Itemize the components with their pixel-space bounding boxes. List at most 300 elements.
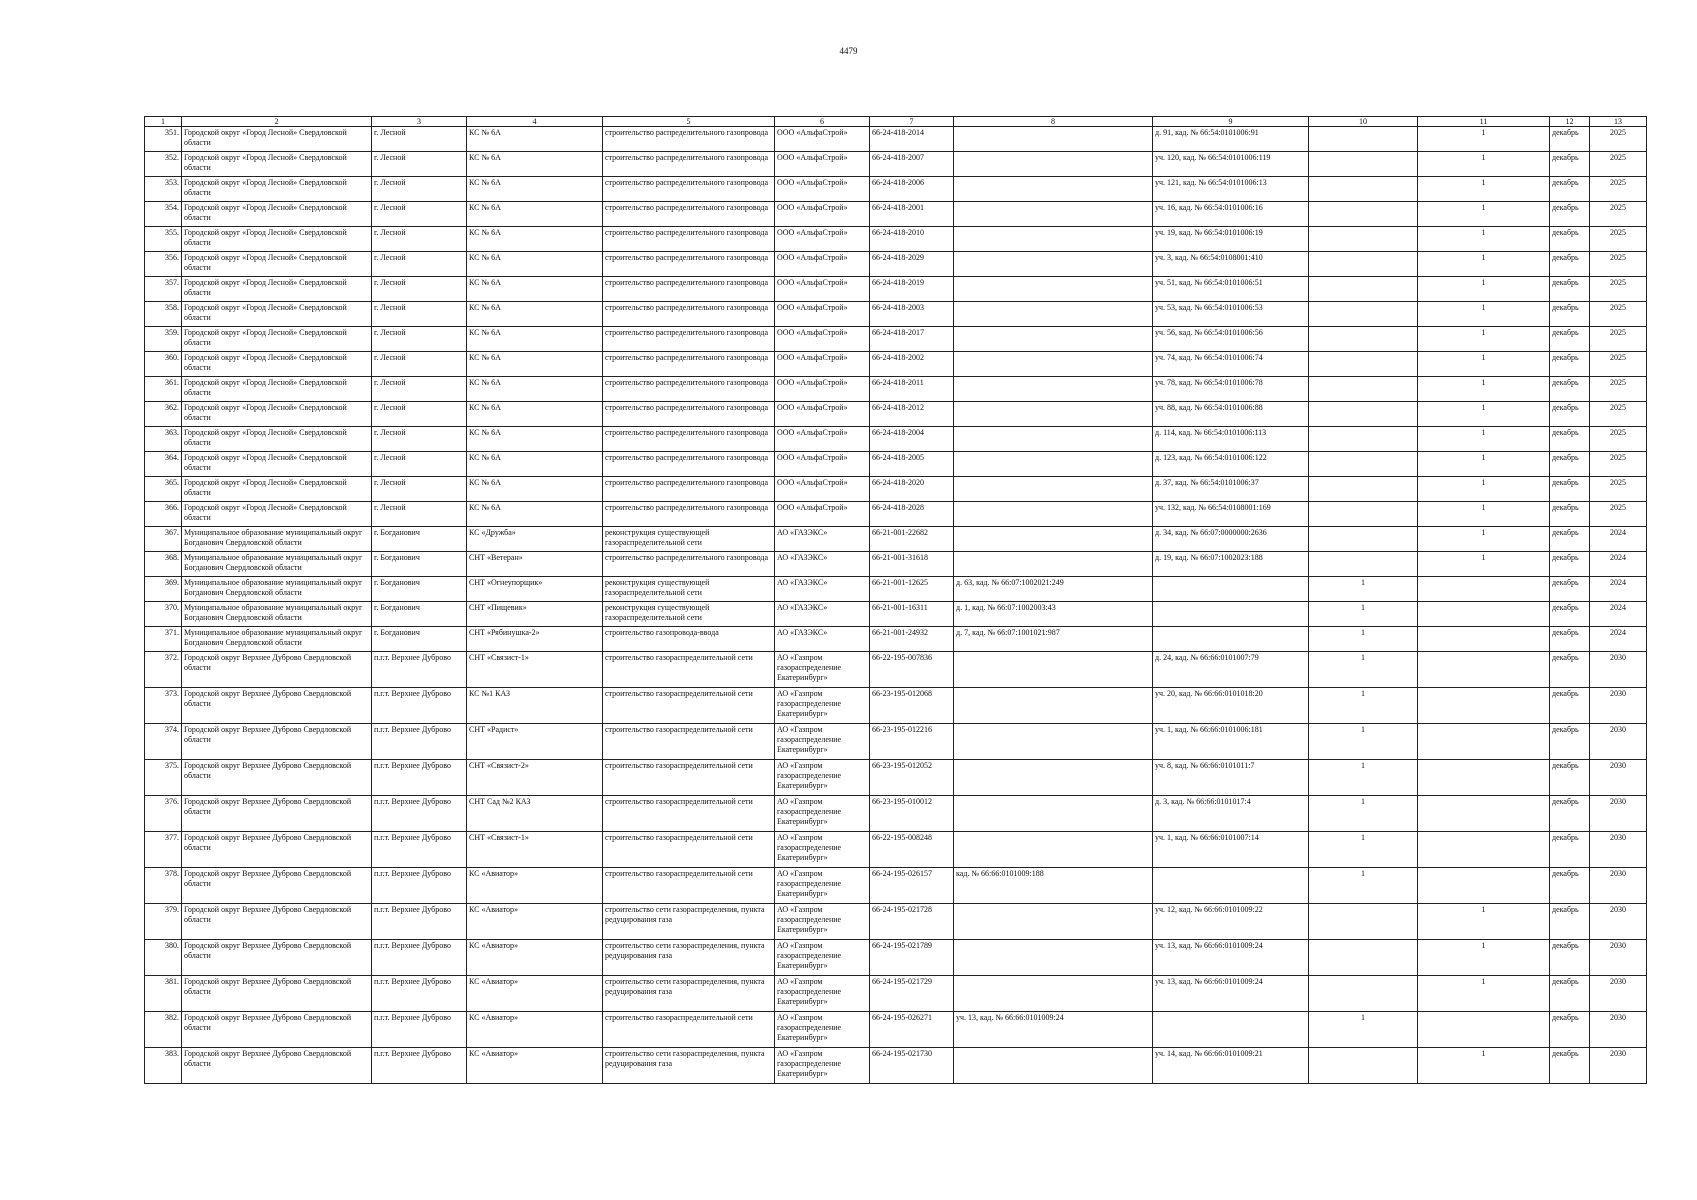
count-b-cell [1418,577,1550,602]
settlement-cell: п.г.т. Верхнее Дуброво [372,976,467,1012]
settlement-cell: г. Лесной [372,452,467,477]
application-number-cell: 66-24-195-026157 [870,868,954,904]
count-b-cell: 1 [1418,252,1550,277]
address-plot-b-cell: уч. 13, кад. № 66:66:0101009:24 [1153,940,1309,976]
year-cell: 2030 [1590,832,1647,868]
work-type-cell: реконструкция существующей газораспределительной сети [603,527,775,552]
municipality-cell: Городской округ «Город Лесной» Свердловской области [182,352,372,377]
row-number-cell: 356. [145,252,182,277]
year-cell: 2025 [1590,302,1647,327]
gas-distribution-org-cell: ООО «АльфаСтрой» [775,202,870,227]
gas-distribution-org-cell: АО «Газпром газораспределение Екатеринбург» [775,1012,870,1048]
row-number-cell: 368. [145,552,182,577]
work-type-cell: строительство распределительного газопровода [603,302,775,327]
address-plot-b-cell: д. 114, кад. № 66:54:0101006:113 [1153,427,1309,452]
count-b-cell [1418,602,1550,627]
count-a-cell: 1 [1309,724,1418,760]
gas-distribution-org-cell: АО «Газпром газораспределение Екатеринбург» [775,724,870,760]
work-type-cell: строительство распределительного газопровода [603,152,775,177]
garden-partnership-cell: КС «Авиатор» [467,904,603,940]
gas-distribution-org-cell: АО «ГАЗЭКС» [775,527,870,552]
application-number-cell: 66-21-001-31618 [870,552,954,577]
row-number-cell: 374. [145,724,182,760]
year-cell: 2024 [1590,577,1647,602]
row-number-cell: 378. [145,868,182,904]
year-cell: 2030 [1590,724,1647,760]
column-number-header [145,117,1647,127]
row-number-cell: 383. [145,1048,182,1084]
garden-partnership-cell: КС «Авиатор» [467,1048,603,1084]
count-b-cell: 1 [1418,552,1550,577]
row-number-cell: 375. [145,760,182,796]
year-cell: 2025 [1590,202,1647,227]
work-type-cell: строительство газораспределительной сети [603,832,775,868]
address-plot-a-cell [954,202,1153,227]
count-a-cell [1309,127,1418,152]
count-b-cell: 1 [1418,352,1550,377]
table-row [145,627,1647,652]
application-number-cell: 66-24-418-2017 [870,327,954,352]
application-number-cell: 66-24-418-2019 [870,277,954,302]
count-b-cell: 1 [1418,427,1550,452]
row-number-cell: 352. [145,152,182,177]
application-number-cell: 66-21-001-24932 [870,627,954,652]
row-number-cell: 364. [145,452,182,477]
address-plot-a-cell [954,427,1153,452]
row-number-cell: 358. [145,302,182,327]
count-b-cell: 1 [1418,527,1550,552]
work-type-cell: строительство сети газораспределения, пункта редуцирования газа [603,904,775,940]
address-plot-b-cell: уч. 14, кад. № 66:66:0101009:21 [1153,1048,1309,1084]
table-row [145,277,1647,302]
work-type-cell: реконструкция существующей газораспределительной сети [603,602,775,627]
municipality-cell: Городской округ Верхнее Дуброво Свердловской области [182,760,372,796]
municipality-cell: Городской округ «Город Лесной» Свердловской области [182,477,372,502]
settlement-cell: г. Лесной [372,377,467,402]
table-row [145,832,1647,868]
garden-partnership-cell: КС № 6А [467,127,603,152]
table-row [145,477,1647,502]
count-b-cell: 1 [1418,904,1550,940]
table-row [145,302,1647,327]
settlement-cell: г. Лесной [372,277,467,302]
month-cell: декабрь [1550,1048,1590,1084]
municipality-cell: Городской округ Верхнее Дуброво Свердловской области [182,904,372,940]
municipality-cell: Городской округ Верхнее Дуброво Свердловской области [182,940,372,976]
gas-distribution-org-cell: АО «ГАЗЭКС» [775,552,870,577]
month-cell: декабрь [1550,152,1590,177]
year-cell: 2030 [1590,904,1647,940]
gas-distribution-org-cell: АО «Газпром газораспределение Екатеринбург» [775,868,870,904]
application-number-cell: 66-22-195-008248 [870,832,954,868]
table-row [145,577,1647,602]
table-row [145,452,1647,477]
gas-distribution-org-cell: АО «Газпром газораспределение Екатеринбург» [775,760,870,796]
settlement-cell: г. Богданович [372,602,467,627]
settlement-cell: г. Лесной [372,327,467,352]
garden-partnership-cell: СНТ «Рябинушка-2» [467,627,603,652]
column-header: 9 [1153,117,1309,127]
row-number-cell: 359. [145,327,182,352]
year-cell: 2030 [1590,652,1647,688]
count-b-cell: 1 [1418,202,1550,227]
municipality-cell: Городской округ Верхнее Дуброво Свердловской области [182,1048,372,1084]
month-cell: декабрь [1550,477,1590,502]
work-type-cell: строительство газораспределительной сети [603,688,775,724]
month-cell: декабрь [1550,352,1590,377]
count-a-cell [1309,904,1418,940]
garden-partnership-cell: КС № 6А [467,202,603,227]
address-plot-b-cell: д. 123, кад. № 66:54:0101006:122 [1153,452,1309,477]
count-b-cell [1418,1012,1550,1048]
address-plot-a-cell [954,252,1153,277]
table-row [145,402,1647,427]
year-cell: 2025 [1590,377,1647,402]
year-cell: 2025 [1590,352,1647,377]
application-number-cell: 66-23-195-012052 [870,760,954,796]
address-plot-a-cell [954,904,1153,940]
settlement-cell: г. Лесной [372,152,467,177]
application-number-cell: 66-23-195-010012 [870,796,954,832]
year-cell: 2024 [1590,627,1647,652]
application-number-cell: 66-24-195-021729 [870,976,954,1012]
year-cell: 2025 [1590,277,1647,302]
address-plot-a-cell [954,976,1153,1012]
application-number-cell: 66-24-418-2012 [870,402,954,427]
year-cell: 2030 [1590,796,1647,832]
count-b-cell: 1 [1418,452,1550,477]
column-header: 11 [1418,117,1550,127]
settlement-cell: п.г.т. Верхнее Дуброво [372,724,467,760]
table-row [145,724,1647,760]
garden-partnership-cell: КС «Авиатор» [467,1012,603,1048]
row-number-cell: 355. [145,227,182,252]
settlement-cell: г. Лесной [372,127,467,152]
settlement-cell: г. Лесной [372,302,467,327]
year-cell: 2030 [1590,1012,1647,1048]
garden-partnership-cell: СНТ «Связист-1» [467,652,603,688]
count-a-cell [1309,177,1418,202]
gasification-registry-table [144,116,1647,1084]
count-b-cell [1418,832,1550,868]
count-a-cell [1309,976,1418,1012]
address-plot-b-cell: д. 91, кад. № 66:54:0101006:91 [1153,127,1309,152]
year-cell: 2025 [1590,127,1647,152]
column-header: 6 [775,117,870,127]
application-number-cell: 66-24-418-2003 [870,302,954,327]
month-cell: декабрь [1550,868,1590,904]
address-plot-a-cell [954,760,1153,796]
year-cell: 2025 [1590,152,1647,177]
row-number-cell: 354. [145,202,182,227]
year-cell: 2025 [1590,477,1647,502]
settlement-cell: п.г.т. Верхнее Дуброво [372,904,467,940]
count-b-cell: 1 [1418,227,1550,252]
count-a-cell: 1 [1309,652,1418,688]
application-number-cell: 66-24-195-021728 [870,904,954,940]
application-number-cell: 66-24-418-2010 [870,227,954,252]
settlement-cell: п.г.т. Верхнее Дуброво [372,1012,467,1048]
gas-distribution-org-cell: ООО «АльфаСтрой» [775,452,870,477]
address-plot-b-cell: д. 24, кад. № 66:66:0101007:79 [1153,652,1309,688]
garden-partnership-cell: КС № 6А [467,352,603,377]
count-a-cell [1309,477,1418,502]
address-plot-b-cell: уч. 78, кад. № 66:54:0101006:78 [1153,377,1309,402]
row-number-cell: 362. [145,402,182,427]
address-plot-b-cell: уч. 8, кад. № 66:66:0101011:7 [1153,760,1309,796]
table-row [145,760,1647,796]
application-number-cell: 66-24-418-2014 [870,127,954,152]
application-number-cell: 66-24-195-021730 [870,1048,954,1084]
gas-distribution-org-cell: ООО «АльфаСтрой» [775,477,870,502]
count-a-cell [1309,202,1418,227]
settlement-cell: п.г.т. Верхнее Дуброво [372,688,467,724]
month-cell: декабрь [1550,127,1590,152]
count-b-cell [1418,627,1550,652]
garden-partnership-cell: КС № 6А [467,452,603,477]
count-a-cell: 1 [1309,832,1418,868]
address-plot-a-cell [954,277,1153,302]
application-number-cell: 66-24-418-2005 [870,452,954,477]
work-type-cell: строительство газораспределительной сети [603,1012,775,1048]
settlement-cell: г. Богданович [372,627,467,652]
table-row [145,1048,1647,1084]
address-plot-b-cell: уч. 13, кад. № 66:66:0101009:24 [1153,976,1309,1012]
month-cell: декабрь [1550,724,1590,760]
address-plot-b-cell: уч. 1, кад. № 66:66:0101007:14 [1153,832,1309,868]
count-a-cell: 1 [1309,602,1418,627]
settlement-cell: г. Лесной [372,502,467,527]
address-plot-a-cell: д. 1, кад. № 66:07:1002003:43 [954,602,1153,627]
garden-partnership-cell: СНТ «Пищевик» [467,602,603,627]
month-cell: декабрь [1550,552,1590,577]
work-type-cell: строительство сети газораспределения, пункта редуцирования газа [603,940,775,976]
address-plot-b-cell: д. 34, кад. № 66:07:0000000:2636 [1153,527,1309,552]
application-number-cell: 66-24-418-2007 [870,152,954,177]
count-a-cell: 1 [1309,760,1418,796]
address-plot-a-cell [954,502,1153,527]
address-plot-a-cell [954,1048,1153,1084]
count-b-cell [1418,688,1550,724]
gas-distribution-org-cell: АО «Газпром газораспределение Екатеринбург» [775,688,870,724]
address-plot-a-cell: уч. 13, кад. № 66:66:0101009:24 [954,1012,1153,1048]
count-b-cell: 1 [1418,327,1550,352]
year-cell: 2025 [1590,252,1647,277]
address-plot-b-cell: уч. 51, кад. № 66:54:0101006:51 [1153,277,1309,302]
settlement-cell: г. Лесной [372,477,467,502]
row-number-cell: 379. [145,904,182,940]
column-header: 10 [1309,117,1418,127]
column-header: 13 [1590,117,1647,127]
year-cell: 2025 [1590,452,1647,477]
application-number-cell: 66-24-418-2011 [870,377,954,402]
gas-distribution-org-cell: АО «Газпром газораспределение Екатеринбург» [775,1048,870,1084]
municipality-cell: Городской округ Верхнее Дуброво Свердловской области [182,976,372,1012]
count-a-cell: 1 [1309,1012,1418,1048]
municipality-cell: Городской округ Верхнее Дуброво Свердловской области [182,796,372,832]
address-plot-b-cell: д. 19, кад. № 66:07:1002023:188 [1153,552,1309,577]
count-a-cell [1309,940,1418,976]
row-number-cell: 363. [145,427,182,452]
garden-partnership-cell: КС № 6А [467,227,603,252]
gas-distribution-org-cell: ООО «АльфаСтрой» [775,252,870,277]
garden-partnership-cell: КС № 6А [467,377,603,402]
work-type-cell: строительство газораспределительной сети [603,760,775,796]
application-number-cell: 66-24-418-2028 [870,502,954,527]
count-a-cell [1309,552,1418,577]
count-a-cell [1309,377,1418,402]
row-number-cell: 357. [145,277,182,302]
garden-partnership-cell: КС № 6А [467,277,603,302]
count-b-cell: 1 [1418,377,1550,402]
table-row [145,688,1647,724]
column-header: 7 [870,117,954,127]
municipality-cell: Городской округ Верхнее Дуброво Свердловской области [182,868,372,904]
address-plot-b-cell: уч. 120, кад. № 66:54:0101006:119 [1153,152,1309,177]
garden-partnership-cell: КС № 6А [467,327,603,352]
work-type-cell: строительство распределительного газопровода [603,427,775,452]
column-header: 12 [1550,117,1590,127]
application-number-cell: 66-23-195-012216 [870,724,954,760]
municipality-cell: Городской округ «Город Лесной» Свердловской области [182,377,372,402]
gas-distribution-org-cell: ООО «АльфаСтрой» [775,502,870,527]
month-cell: декабрь [1550,904,1590,940]
count-a-cell [1309,452,1418,477]
municipality-cell: Городской округ «Город Лесной» Свердловской области [182,402,372,427]
address-plot-b-cell: уч. 19, кад. № 66:54:0101006:19 [1153,227,1309,252]
settlement-cell: г. Лесной [372,252,467,277]
count-a-cell [1309,227,1418,252]
gas-distribution-org-cell: ООО «АльфаСтрой» [775,302,870,327]
month-cell: декабрь [1550,760,1590,796]
gas-distribution-org-cell: ООО «АльфаСтрой» [775,152,870,177]
municipality-cell: Городской округ Верхнее Дуброво Свердловской области [182,832,372,868]
table-row [145,976,1647,1012]
count-b-cell [1418,724,1550,760]
settlement-cell: г. Богданович [372,527,467,552]
municipality-cell: Городской округ «Город Лесной» Свердловской области [182,177,372,202]
row-number-cell: 372. [145,652,182,688]
gas-distribution-org-cell: ООО «АльфаСтрой» [775,402,870,427]
address-plot-a-cell [954,227,1153,252]
settlement-cell: г. Лесной [372,227,467,252]
gas-distribution-org-cell: ООО «АльфаСтрой» [775,327,870,352]
address-plot-b-cell: уч. 88, кад. № 66:54:0101006:88 [1153,402,1309,427]
table-row [145,227,1647,252]
month-cell: декабрь [1550,602,1590,627]
table-row [145,552,1647,577]
address-plot-b-cell: уч. 53, кад. № 66:54:0101006:53 [1153,302,1309,327]
address-plot-b-cell: уч. 132, кад. № 66:54:0108001:169 [1153,502,1309,527]
count-a-cell [1309,527,1418,552]
gas-distribution-org-cell: АО «Газпром газораспределение Екатеринбург» [775,796,870,832]
count-a-cell [1309,427,1418,452]
month-cell: декабрь [1550,277,1590,302]
count-a-cell: 1 [1309,688,1418,724]
gas-distribution-org-cell: ООО «АльфаСтрой» [775,277,870,302]
count-a-cell [1309,252,1418,277]
table-row [145,1012,1647,1048]
table-row [145,327,1647,352]
month-cell: декабрь [1550,688,1590,724]
garden-partnership-cell: КС «Дружба» [467,527,603,552]
count-b-cell: 1 [1418,177,1550,202]
garden-partnership-cell: КС «Авиатор» [467,868,603,904]
count-a-cell [1309,302,1418,327]
count-b-cell [1418,652,1550,688]
work-type-cell: строительство распределительного газопровода [603,452,775,477]
month-cell: декабрь [1550,796,1590,832]
garden-partnership-cell: КС «Авиатор» [467,940,603,976]
address-plot-b-cell: уч. 12, кад. № 66:66:0101009:22 [1153,904,1309,940]
address-plot-b-cell: уч. 56, кад. № 66:54:0101006:56 [1153,327,1309,352]
garden-partnership-cell: КС № 6А [467,152,603,177]
row-number-cell: 367. [145,527,182,552]
address-plot-b-cell: д. 37, кад. № 66:54:0101006:37 [1153,477,1309,502]
gas-distribution-org-cell: ООО «АльфаСтрой» [775,177,870,202]
municipality-cell: Городской округ «Город Лесной» Свердловской области [182,277,372,302]
address-plot-a-cell [954,832,1153,868]
work-type-cell: строительство распределительного газопровода [603,177,775,202]
application-number-cell: 66-24-418-2001 [870,202,954,227]
count-b-cell: 1 [1418,940,1550,976]
application-number-cell: 66-24-195-026271 [870,1012,954,1048]
work-type-cell: строительство распределительного газопровода [603,327,775,352]
address-plot-a-cell [954,352,1153,377]
row-number-cell: 361. [145,377,182,402]
work-type-cell: строительство распределительного газопровода [603,377,775,402]
municipality-cell: Городской округ «Город Лесной» Свердловской области [182,502,372,527]
count-b-cell: 1 [1418,1048,1550,1084]
row-number-cell: 351. [145,127,182,152]
count-a-cell: 1 [1309,868,1418,904]
table-row [145,177,1647,202]
garden-partnership-cell: КС № 6А [467,402,603,427]
work-type-cell: реконструкция существующей газораспределительной сети [603,577,775,602]
address-plot-b-cell: уч. 16, кад. № 66:54:0101006:16 [1153,202,1309,227]
count-a-cell [1309,352,1418,377]
month-cell: декабрь [1550,427,1590,452]
table-row [145,796,1647,832]
work-type-cell: строительство распределительного газопровода [603,477,775,502]
month-cell: декабрь [1550,177,1590,202]
gas-distribution-org-cell: АО «Газпром газораспределение Екатеринбург» [775,832,870,868]
gas-distribution-org-cell: АО «ГАЗЭКС» [775,627,870,652]
work-type-cell: строительство газораспределительной сети [603,796,775,832]
address-plot-a-cell [954,452,1153,477]
settlement-cell: п.г.т. Верхнее Дуброво [372,1048,467,1084]
settlement-cell: г. Богданович [372,577,467,602]
address-plot-a-cell [954,327,1153,352]
row-number-cell: 381. [145,976,182,1012]
address-plot-b-cell: уч. 121, кад. № 66:54:0101006:13 [1153,177,1309,202]
year-cell: 2030 [1590,976,1647,1012]
settlement-cell: г. Лесной [372,352,467,377]
municipality-cell: Городской округ «Город Лесной» Свердловской области [182,227,372,252]
table-row [145,152,1647,177]
municipality-cell: Городской округ «Город Лесной» Свердловской области [182,127,372,152]
table-row [145,252,1647,277]
year-cell: 2025 [1590,427,1647,452]
gas-distribution-org-cell: ООО «АльфаСтрой» [775,427,870,452]
application-number-cell: 66-22-195-007836 [870,652,954,688]
municipality-cell: Городской округ Верхнее Дуброво Свердловской области [182,724,372,760]
year-cell: 2025 [1590,327,1647,352]
count-a-cell [1309,327,1418,352]
garden-partnership-cell: КС №1 КАЗ [467,688,603,724]
garden-partnership-cell: СНТ «Радист» [467,724,603,760]
row-number-cell: 365. [145,477,182,502]
